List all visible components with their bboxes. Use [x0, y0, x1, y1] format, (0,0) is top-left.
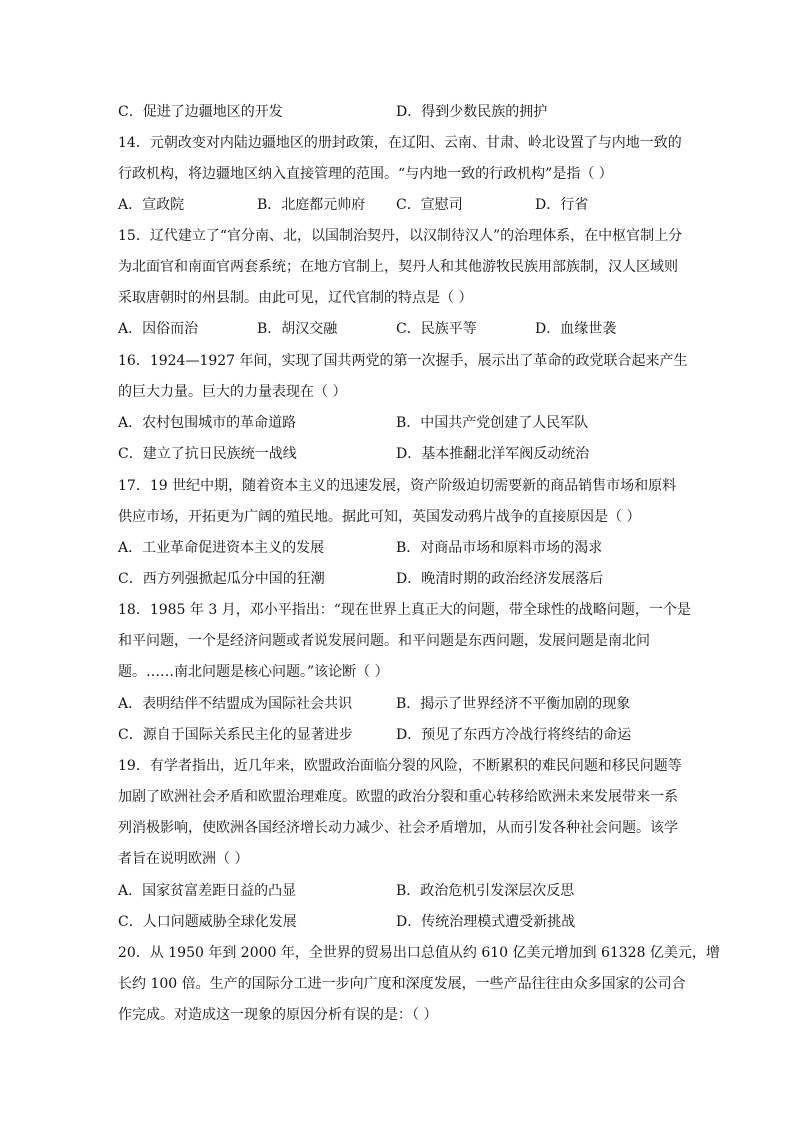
q17-option-d: D．晚清时期的政治经济发展落后	[396, 571, 604, 587]
q18-stem-line-1: 18．1985 年 3 月，邓小平指出：“现在世界上真正大的问题，带全球性的战略问题，一个是	[118, 602, 691, 618]
q15-stem-line-1: 15．辽代建立了“官分南、北，以国制治契丹，以汉制待汉人”的治理体系，在中枢官制上分	[118, 228, 683, 244]
q16-option-d: D．基本推翻北洋军阀反动统治	[396, 446, 590, 462]
q19-stem-line-2: 加剧了欧洲社会矛盾和欧盟治理难度。欧盟的政治分裂和重心转移给欧洲未来发展带来一系	[118, 789, 678, 805]
q16-option-b: B．中国共产党创建了人民军队	[396, 415, 589, 431]
q20-stem-line-3: 作完成。对造成这一现象的原因分析有误的是：（ ）	[118, 1007, 438, 1023]
q15-option-a: A．因俗而治	[118, 321, 199, 337]
q19-option-a: A．国家贫富差距日益的凸显	[118, 883, 297, 899]
q17-stem-line-2: 供应市场，开拓更为广阔的殖民地。据此可知，英国发动鸦片战争的直接原因是（ ）	[118, 509, 641, 525]
q16-stem-line-2: 的巨大力量。巨大的力量表现在（ ）	[118, 384, 347, 400]
q14-option-c: C．宣慰司	[396, 197, 463, 213]
q14-option-d: D．行省	[535, 197, 589, 213]
q19-option-b: B．政治危机引发深层次反思	[396, 883, 575, 899]
q15-stem-line-3: 采取唐朝时的州县制。由此可见，辽代官制的特点是（ ）	[118, 290, 473, 306]
q16-option-c: C．建立了抗日民族统一战线	[118, 446, 297, 462]
q20-stem-line-2: 长约 100 倍。生产的国际分工进一步向广度和深度发展，一些产品往往由众多国家的公司合	[118, 976, 686, 992]
q19-stem-line-1: 19．有学者指出，近几年来，欧盟政治面临分裂的风险，不断累积的难民问题和移民问题等	[118, 758, 682, 774]
q14-option-a: A．宣政院	[118, 197, 185, 213]
q15-option-b: B．胡汉交融	[257, 321, 338, 337]
q18-option-c: C．源自于国际关系民主化的显著进步	[118, 727, 353, 743]
q18-option-b: B．揭示了世界经济不平衡加剧的现象	[396, 696, 631, 712]
q16-stem-line-1: 16．1924—1927 年间，实现了国共两党的第一次握手，展示出了革命的政党联合起来产生	[118, 353, 688, 369]
q15-option-c: C．民族平等	[396, 321, 477, 337]
option-c-prev: C．促进了边疆地区的开发	[118, 104, 283, 120]
q17-option-a: A．工业革命促进资本主义的发展	[118, 540, 325, 556]
q16-option-a: A．农村包围城市的革命道路	[118, 415, 297, 431]
q19-stem-line-4: 者旨在说明欧洲（ ）	[118, 851, 249, 867]
q18-stem-line-3: 题。……南北问题是核心问题。”该论断（ ）	[118, 664, 389, 680]
q18-option-d: D．预见了东西方冷战行将终结的命运	[396, 727, 632, 743]
option-d-prev: D．得到少数民族的拥护	[396, 104, 548, 120]
q19-stem-line-3: 列消极影响，使欧洲各国经济增长动力减少、社会矛盾增加，从而引发各种社会问题。该学	[118, 820, 678, 836]
q19-option-c: C．人口问题威胁全球化发展	[118, 914, 297, 930]
q14-option-b: B．北庭都元帅府	[257, 197, 366, 213]
q19-option-d: D．传统治理模式遭受新挑战	[396, 914, 576, 930]
q18-option-a: A．表明结伴不结盟成为国际社会共识	[118, 696, 353, 712]
q17-option-c: C．西方列强掀起瓜分中国的狂潮	[118, 571, 325, 587]
q15-option-d: D．血缘世袭	[535, 321, 617, 337]
q20-stem-line-1: 20．从 1950 年到 2000 年，全世界的贸易出口总值从约 610 亿美元增加到 61328 亿美元，增	[118, 945, 720, 961]
q15-stem-line-2: 为北面官和南面官两套系统；在地方官制上，契丹人和其他游牧民族用部族制，汉人区域则	[118, 259, 678, 275]
q18-stem-line-2: 和平问题，一个是经济问题或者说发展问题。和平问题是东西问题，发展问题是南北问	[118, 633, 650, 649]
q14-stem-line-2: 行政机构，将边疆地区纳入直接管理的范围。“与内地一致的行政机构”是指（ ）	[118, 166, 613, 182]
q17-stem-line-1: 17．19 世纪中期，随着资本主义的迅速发展，资产阶级迫切需要新的商品销售市场和原料	[118, 478, 677, 494]
q14-stem-line-1: 14．元朝改变对内陆边疆地区的册封政策，在辽阳、云南、甘肃、岭北设置了与内地一致的	[118, 135, 682, 151]
q17-option-b: B．对商品市场和原料市场的渴求	[396, 540, 603, 556]
